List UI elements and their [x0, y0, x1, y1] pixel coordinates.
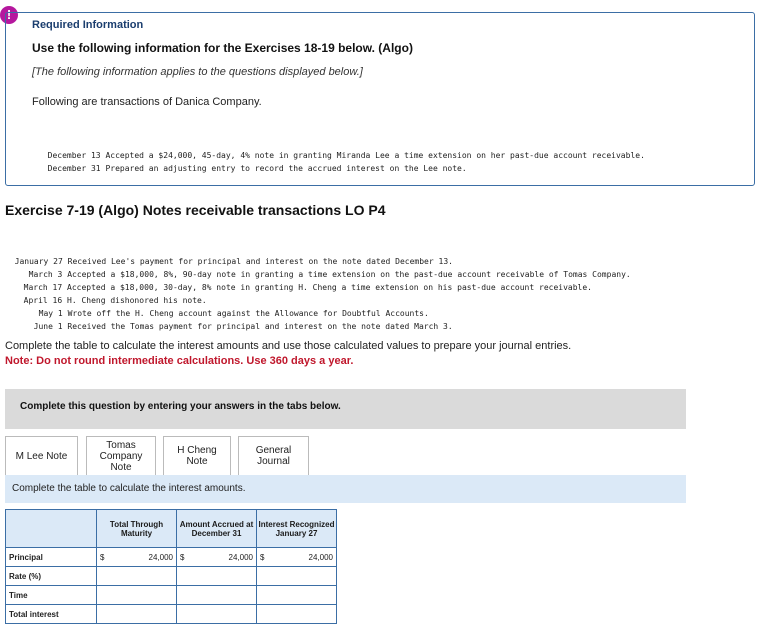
exercise-transaction-row — [24, 313, 453, 331]
row-label-time: Time — [6, 586, 97, 605]
tx-date: March 17 — [23, 283, 63, 292]
time-recognized-input[interactable] — [257, 586, 337, 605]
following-transactions-text: Following are transactions of Danica Company. — [32, 96, 262, 108]
currency-symbol: $ — [100, 552, 105, 562]
rate-accrued-input[interactable] — [177, 567, 257, 586]
tab-label: Tomas Company Note — [99, 439, 143, 473]
tx-text: Accepted a $24,000, 45-day, 4% note in granting Miranda Lee a time extension on her past-due account receivable. — [105, 151, 645, 160]
use-following-line: Use the following information for the Exercises 18-19 below. (Algo) — [32, 41, 413, 55]
tab-tomas-company-note[interactable] — [86, 436, 156, 476]
tab-instruction-text: Complete the table to calculate the interest amounts. — [12, 483, 246, 494]
interest-table — [5, 509, 337, 624]
row-label-total-interest: Total interest — [6, 605, 97, 624]
tab-label: General Journal — [255, 445, 292, 467]
table-header-row — [6, 510, 337, 548]
cell-value: 24,000 — [148, 552, 173, 562]
alert-icon: ! — [0, 6, 18, 24]
table-row — [6, 567, 337, 586]
applies-note: [The following information applies to the questions displayed below.] — [32, 66, 363, 78]
principal-total-cell[interactable] — [97, 548, 177, 567]
tab-instruction-band — [5, 475, 686, 503]
currency-symbol: $ — [260, 552, 265, 562]
tx-date: December 13 — [47, 151, 101, 160]
time-accrued-input[interactable] — [177, 586, 257, 605]
instruction-text: Complete the table to calculate the interest amounts and use those calculated values to prepare your journal entries. — [5, 340, 572, 352]
tab-general-journal[interactable] — [238, 436, 309, 476]
time-total-input[interactable] — [97, 586, 177, 605]
corner-cell — [6, 510, 97, 548]
interest-total-input[interactable] — [97, 605, 177, 624]
column-header: Total Through Maturity — [97, 510, 177, 548]
row-label-principal: Principal — [6, 548, 97, 567]
tx-text: H. Cheng dishonored his note. — [67, 296, 207, 305]
interest-recognized-input[interactable] — [257, 605, 337, 624]
cell-value: 24,000 — [308, 552, 333, 562]
row-label-rate: Rate (%) — [6, 567, 97, 586]
rate-total-input[interactable] — [97, 567, 177, 586]
column-header: Amount Accrued at December 31 — [177, 510, 257, 548]
question-band-text: Complete this question by entering your answers in the tabs below. — [20, 401, 341, 412]
table-row — [6, 548, 337, 567]
table-row — [6, 586, 337, 605]
table-row — [6, 605, 337, 624]
rounding-note: Note: Do not round intermediate calculations. Use 360 days a year. — [5, 355, 354, 367]
tx-text: Accepted a $18,000, 8%, 90-day note in granting a time extension on the past-due account receivable of Tomas Company. — [67, 270, 631, 279]
tx-text: Prepared an adjusting entry to record the accrued interest on the Lee note. — [105, 164, 467, 173]
tx-text: Wrote off the H. Cheng account against the Allowance for Doubtful Accounts. — [67, 309, 429, 318]
currency-symbol: $ — [180, 552, 185, 562]
tx-text: Received the Tomas payment for principal and interest on the note dated March 3. — [67, 322, 453, 331]
tx-date: April 16 — [23, 296, 63, 305]
tx-date: June 1 — [33, 322, 63, 331]
cell-value: 24,000 — [228, 552, 253, 562]
rate-recognized-input[interactable] — [257, 567, 337, 586]
tx-date: December 31 — [47, 164, 101, 173]
column-header: Interest Recognized January 27 — [257, 510, 337, 548]
tab-m-lee-note[interactable] — [5, 436, 78, 476]
principal-accrued-cell[interactable] — [177, 548, 257, 567]
tx-date: March 3 — [28, 270, 63, 279]
question-band — [5, 389, 686, 429]
tab-label: M Lee Note — [15, 451, 68, 462]
exercise-title: Exercise 7-19 (Algo) Notes receivable transactions LO P4 — [5, 202, 386, 218]
interest-accrued-input[interactable] — [177, 605, 257, 624]
tx-date: May 1 — [38, 309, 63, 318]
tx-text: Received Lee's payment for principal and interest on the note dated December 13. — [67, 257, 453, 266]
tx-date: January 27 — [14, 257, 63, 266]
tab-h-cheng-note[interactable] — [163, 436, 231, 476]
required-info-title: Required Information — [32, 19, 144, 31]
tx-text: Accepted a $18,000, 30-day, 8% note in granting H. Cheng a time extension on his past-due account receivable. — [67, 283, 592, 292]
tab-label: H Cheng Note — [177, 445, 217, 467]
info-transaction-row — [38, 155, 467, 173]
principal-recognized-cell[interactable] — [257, 548, 337, 567]
